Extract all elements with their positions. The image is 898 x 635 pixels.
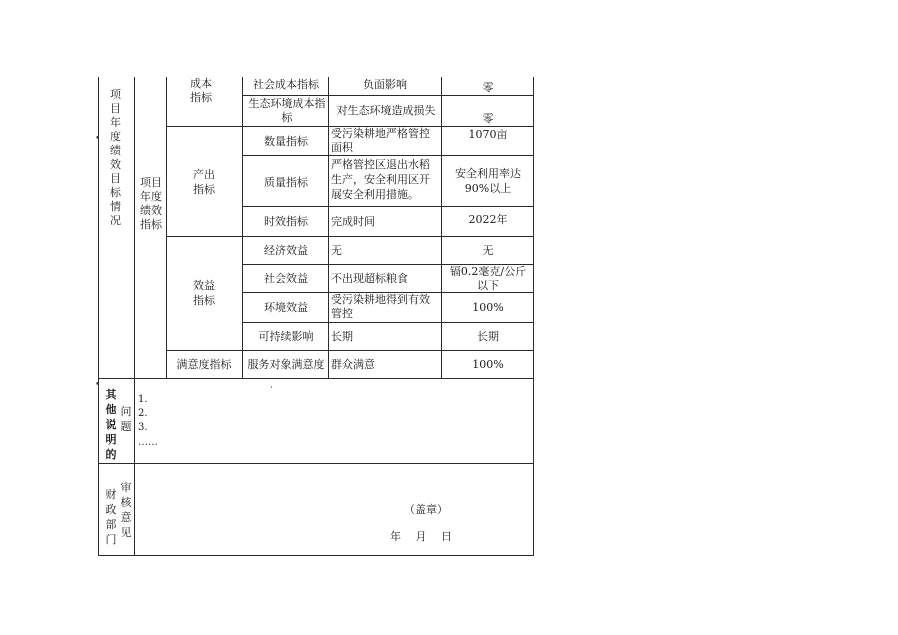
seal-placeholder: （盖章） bbox=[404, 503, 448, 516]
col-divider-2 bbox=[166, 77, 167, 378]
finance-label-right: 审核意见 bbox=[120, 481, 132, 539]
row-line bbox=[166, 236, 534, 237]
col-divider-3 bbox=[242, 77, 243, 378]
col-divider-4 bbox=[328, 77, 329, 378]
row-value: 100% bbox=[472, 358, 504, 371]
row-item: 受污染耕地得到有效管控 bbox=[331, 293, 430, 320]
row-value: 镉0.2毫克/公斤以下 bbox=[449, 265, 527, 292]
section-line bbox=[98, 378, 534, 379]
row-sub: 生态环境成本指标 bbox=[248, 97, 326, 124]
row-value: 安全利用率达90%以上 bbox=[455, 167, 521, 195]
other-item: 1. bbox=[138, 394, 148, 405]
table-border-bottom bbox=[98, 555, 534, 556]
group-label-benefit: 效益指标 bbox=[193, 279, 215, 307]
group-label-cost: 成本指标 bbox=[190, 77, 212, 104]
table-border-right bbox=[533, 77, 534, 556]
section-line bbox=[98, 463, 534, 464]
row-item: 长期 bbox=[331, 330, 353, 343]
date-placeholder: 年 月 日 bbox=[390, 530, 452, 543]
scan-mark: • bbox=[95, 134, 101, 144]
row-value: 无 bbox=[482, 244, 494, 257]
section-label-inner: 项目年度绩效指标 bbox=[140, 176, 162, 231]
other-item: 3. bbox=[138, 422, 148, 433]
group-label-satisfaction: 满意度指标 bbox=[176, 358, 232, 371]
row-item: 负面影响 bbox=[363, 78, 407, 91]
row-value: 长期 bbox=[477, 330, 499, 343]
other-label-right: 问题 bbox=[120, 405, 132, 433]
col-divider-1 bbox=[134, 77, 135, 556]
row-item: 严格管控区退出水稻生产，安全利用区开展安全利用措施。 bbox=[331, 158, 430, 201]
row-line bbox=[242, 322, 534, 323]
row-sub: 时效指标 bbox=[264, 215, 308, 228]
row-sub: 服务对象满意度 bbox=[247, 358, 325, 371]
other-label-left: 其他说明的 bbox=[105, 388, 117, 461]
row-sub: 环境效益 bbox=[264, 301, 308, 314]
row-item: 无 bbox=[331, 244, 342, 257]
row-value: 2022年 bbox=[468, 213, 508, 226]
row-line bbox=[166, 350, 534, 351]
row-sub: 经济效益 bbox=[264, 244, 308, 257]
row-item: 群众满意 bbox=[331, 358, 375, 371]
scan-mark: · bbox=[270, 383, 273, 393]
row-sub: 质量指标 bbox=[264, 176, 308, 189]
row-item: 对生态环境造成损失 bbox=[336, 104, 436, 117]
finance-label-left: 财政部门 bbox=[105, 488, 117, 546]
group-label-output: 产出指标 bbox=[193, 168, 215, 196]
table-border-left bbox=[98, 77, 99, 556]
other-item: …… bbox=[138, 437, 158, 448]
scan-mark: • bbox=[95, 380, 101, 390]
row-item: 受污染耕地严格管控面积 bbox=[331, 127, 430, 154]
row-value: 1070亩 bbox=[468, 128, 508, 141]
row-line bbox=[242, 95, 534, 96]
row-sub: 可持续影响 bbox=[258, 330, 314, 343]
other-item: 2. bbox=[138, 408, 148, 419]
row-sub: 数量指标 bbox=[264, 135, 308, 148]
row-item: 完成时间 bbox=[331, 215, 375, 228]
row-sub: 社会成本指标 bbox=[253, 78, 319, 91]
row-sub: 社会效益 bbox=[264, 272, 308, 285]
section-label-outer: 项目年度绩效目标情况 bbox=[110, 88, 121, 227]
row-value: 零 bbox=[482, 81, 494, 94]
row-value: 零 bbox=[482, 112, 494, 125]
row-line bbox=[242, 206, 534, 207]
row-item: 不出现超标粮食 bbox=[331, 272, 408, 285]
row-value: 100% bbox=[472, 301, 504, 314]
col-divider-5 bbox=[441, 77, 442, 378]
row-line bbox=[242, 155, 534, 156]
